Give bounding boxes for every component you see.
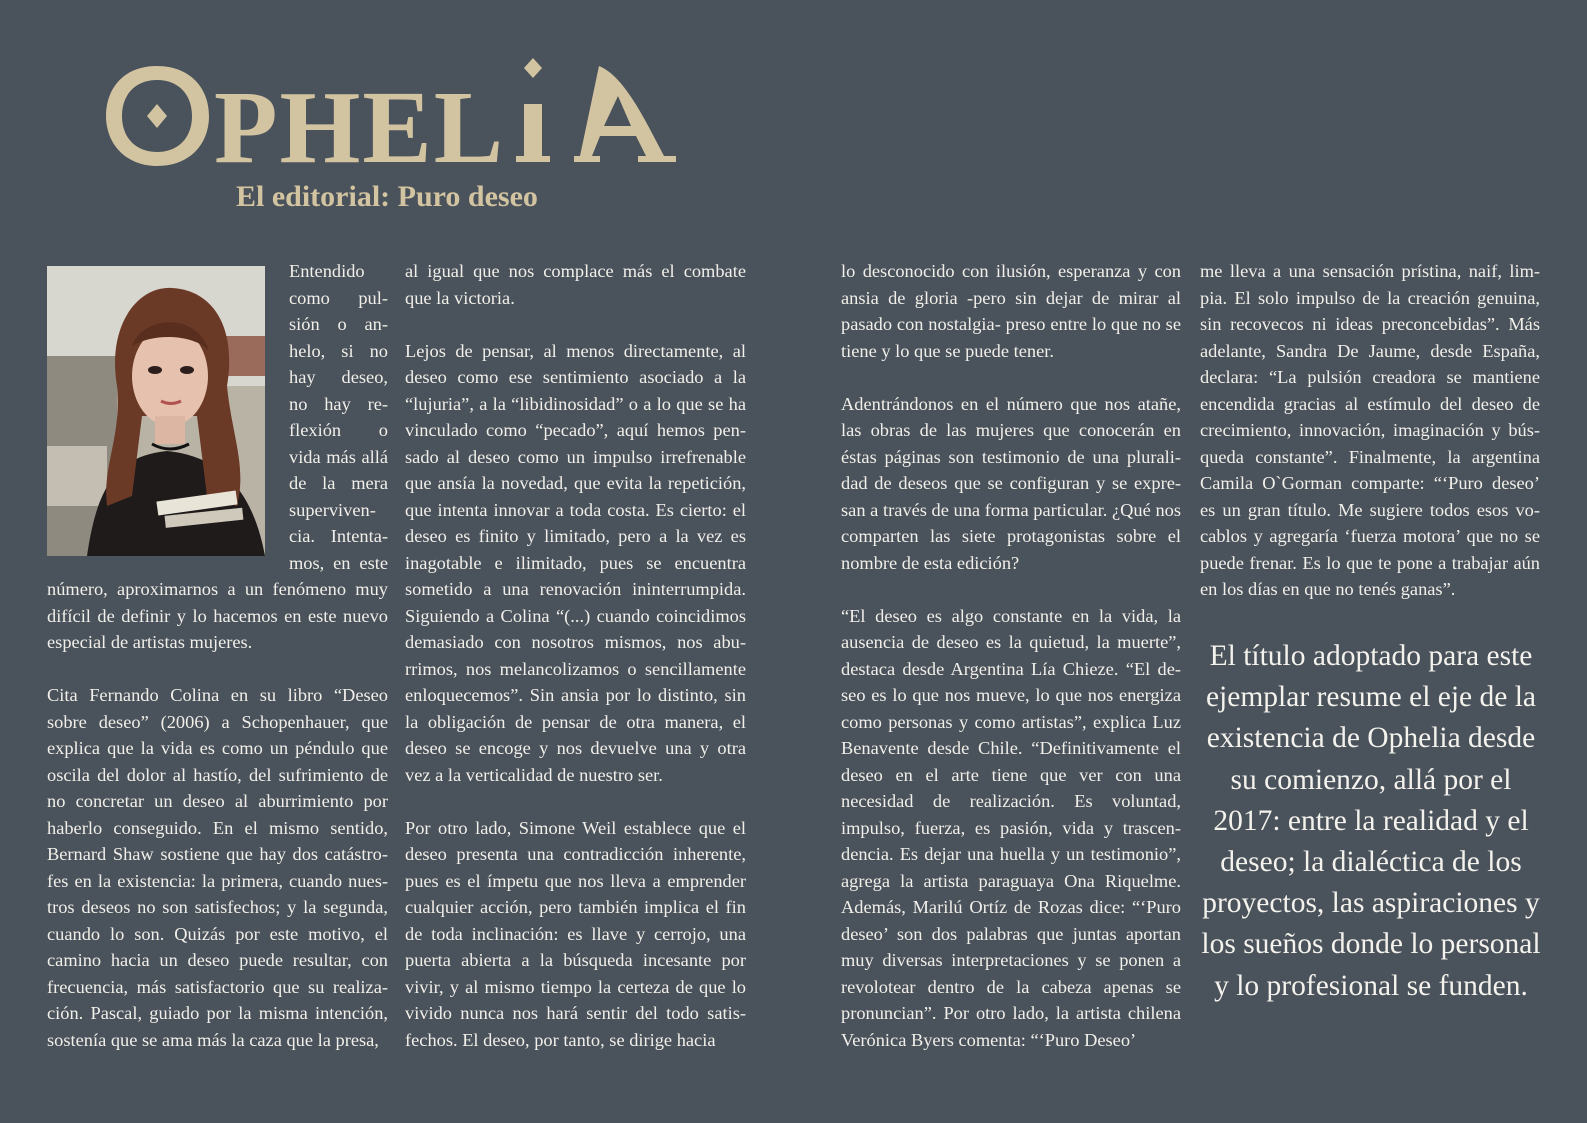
paragraph: Por otro lado, Simone Weil establece que el deseo presenta una contradicción inherente, pues es el ímpetu que nos lleva a emprender cualquier acción, pero también implica el fin de toda inclinación: es llave y cerrojo, una puerta abierta a la búsqueda incesante por vivir, y al mismo tiempo la certeza de que lo vivido nunca nos hará sentir del todo satisfechos. El deseo, por tanto, se dirige hacia (405, 817, 746, 1050)
paragraph: Adentrándonos en el número que nos atañe, las obras de las mujeres que conocerán en éstas páginas son testimonio de una pluralidad de deseos que se configuran y se expresan a través de una forma particular. ¿Qué nos comparten las siete protagonistas sobre el nombre de esta edición? (841, 393, 1181, 573)
paragraph: lo desconocido con ilusión, esperanza y con ansia de gloria -pero sin dejar de mirar al pasado con nostalgia- preso entre lo que no se tiene y lo que se puede tener. (841, 261, 1181, 361)
paragraph: me lleva a una sensación prístina, naif, limpia. El solo impulso de la creación genuina, sin recovecos ni ideas preconcebidas”. Más adelante, Sandra De Jaume, desde España, declara: “La pulsión creadora se mantiene encendida gracias al estímulo del deseo de crecimiento, innovación, imaginación y búsqueda constante”. Finalmente, la argentina Camila O`Gorman comparte: “‘Puro deseo’ es un gran título. Me sugiere todos esos vocablos y agregaría ‘fuerza motora’ que no se puede frenar. Es lo que te pone a trabajar aún en los días en que no tenés ganas”. (1200, 261, 1540, 599)
paragraph: Cita Fernando Colina en su libro “Deseo sobre deseo” (2006) a Schopenhauer, que explica que la vida es como un péndulo que oscila del dolor al hastío, del sufrimiento de no concretar un deseo al aburrimiento por haberlo conseguido. En el mismo sentido, Bernard Shaw sostiene que hay dos catástrofes en la existencia: la primera, cuando nuestros deseos no son satisfechos; y la segunda, cuando lo son. Quizás por este motivo, el camino hacia un deseo puede resultar, con frecuencia, más satisfactorio que su realización. Pascal, guiado por la misma intención, sostenía que se ama más la caza que la presa, (47, 685, 388, 1050)
article-column-2 (405, 258, 746, 1053)
pull-quote: El título adoptado para este ejemplar resume el eje de la existencia de Ophelia desde su comienzo, allá por el 2017: entre la realidad y el deseo; la dialéctica de los proyectos, las aspiraciones y los sueños donde lo personal y lo profesional se funden. (1201, 640, 1541, 1002)
editorial-title: El editorial: Puro deseo (236, 180, 538, 213)
svg-text:PHEL: PHEL (214, 70, 506, 178)
paragraph: Entendido como pulsión o anhelo, si no hay deseo, no hay reflexión o vida más allá de la mera supervivencia. Intentamos, en este número, aproximarnos a un fenómeno muy difícil de definir y lo hacemos en este nuevo especial de artistas mujeres. (47, 261, 388, 652)
paragraph: al igual que nos complace más el combate que la victoria. (405, 261, 746, 308)
article-column-4 (1200, 258, 1540, 603)
paragraph: “El deseo es algo constante en la vida, la ausencia de deseo es la quietud, la muerte”, destaca desde Argentina Lía Chieze. “El deseo es lo que nos mueve, lo que nos energiza como personas y como artistas”, explica Luz Benavente desde Chile. “Definitivamente el deseo en el arte tiene que ver con una necesidad de realización. Es voluntad, impulso, fuerza, es pasión, vida y trascendencia. Es dejar una huella y un testimonio”, agrega la artista paraguaya Ona Riquelme. Además, Marilú Ortíz de Rozas dice: “‘Puro deseo’ son dos palabras que juntas aportan muy diversas interpretaciones y se ponen a revolotear dentro de la cabeza apenas se pronuncian”. Por otro lado, la artista chilena Verónica Byers comenta: “‘Puro Deseo’ (841, 605, 1181, 1050)
author-photo (47, 266, 265, 556)
article-column-1 (47, 258, 388, 1053)
article-column-3 (841, 258, 1181, 1053)
ophelia-logo (104, 48, 684, 178)
paragraph: Lejos de pensar, al menos directamente, al deseo como ese sentimiento asociado a la “lujuria”, a la “libidinosidad” o a lo que se ha vinculado como “pecado”, aquí hemos pensado al deseo como un impulso irrefrenable que ansía la novedad, que evita la repetición, que intenta innovar a toda costa. Es cierto: el deseo es finito y limitado, pero a la vez es inagotable e ilimitado, pues se encuentra sometido a una renovación ininterrumpida. Siguiendo a Colina “(...) cuando coincidimos demasiado con nosotros mismos, nos aburrimos, nos melancolizamos o sencillamente enloquecemos”. Sin ansia por lo distinto, sin la obligación de pensar de otra manera, el deseo se encoge y nos devuelve una y otra vez a la verticalidad de nuestro ser. (405, 340, 746, 785)
